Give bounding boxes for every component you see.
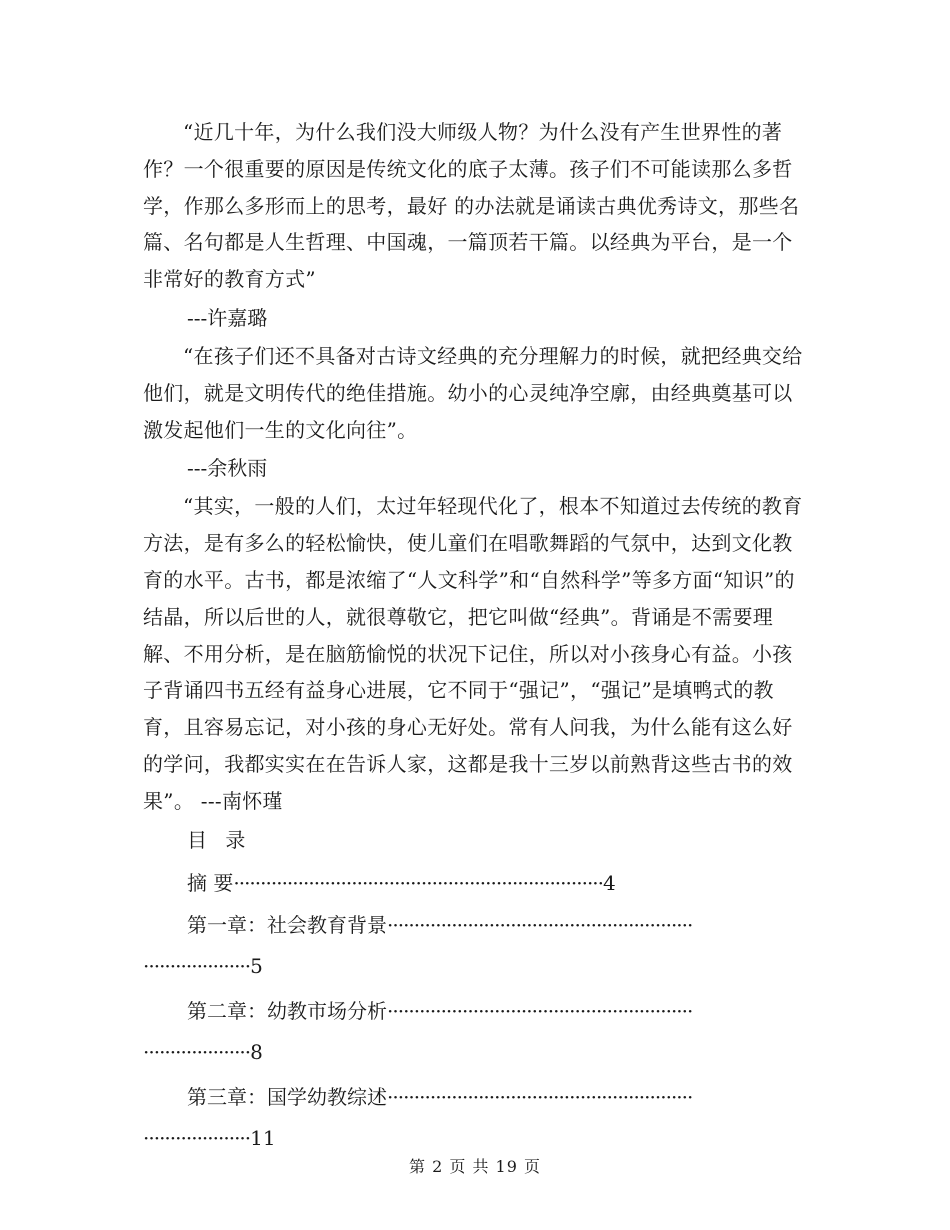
toc-leader: ····································································· — [233, 870, 604, 895]
toc-leader: ························································· — [387, 998, 693, 1023]
toc-page-number: 4 — [603, 870, 616, 895]
toc-leader: ························································· — [387, 1084, 693, 1109]
toc-entry[interactable] — [143, 862, 807, 904]
page-body — [143, 114, 807, 1162]
toc-leader: ···················· — [143, 1039, 251, 1064]
toc-page-number: 11 — [250, 1125, 276, 1150]
toc-entry[interactable] — [143, 904, 807, 986]
toc-title: 目 录 — [187, 827, 252, 852]
toc-page-number: 8 — [250, 1039, 263, 1064]
toc-leader: ························································· — [387, 912, 693, 937]
toc-page-number: 5 — [250, 953, 263, 978]
toc-entry[interactable] — [143, 1076, 807, 1158]
quote-author: ---余秋雨 — [187, 456, 268, 481]
page-footer: 第 2 页 共 19 页 — [409, 1157, 541, 1176]
quote-paragraph: “近几十年，为什么我们没大师级人物？为什么没有产生世界性的著作？一个很重要的原因是传统文化的底子太薄。孩子们不可能读那么多哲学，作那么多形而上的思考，最好 的办法就是诵读古典优秀诗文，那些名篇、名句都是人生哲理、中国魂，一篇顶若干篇。以经典为平台，是一个非常好的教育方式” — [143, 120, 800, 292]
toc-entry-label: 第一章：社会教育背景 — [187, 912, 387, 937]
quote-paragraph: “其实，一般的人们，太过年轻现代化了，根本不知道过去传统的教育方法，是有多么的轻松愉快，使儿童们在唱歌舞蹈的气氛中，达到文化教育的水平。古书，都是浓缩了“人文科学”和“自然科学”等多方面“知识”的结晶，所以后世的人，就很尊敬它，把它叫做“经典”。背诵是不需要理解、不用分析，是在脑筋愉悦的状况下记住，所以对小孩身心有益。小孩子背诵四书五经有益身心进展，它不同于“强记”，“强记”是填鸭式的教育，且容易忘记，对小孩的身心无好处。常有人问我，为什么能有这么好的学问，我都实实在在告诉人家，这都是我十三岁以前熟背这些古书的效果”。 ---南怀瑾 — [143, 494, 803, 813]
quote-author: ---许嘉璐 — [187, 305, 268, 330]
quote-paragraph: “在孩子们还不具备对古诗文经典的充分理解力的时候，就把经典交给他们，就是文明传代的绝佳措施。幼小的心灵纯净空廓，由经典奠基可以激发起他们一生的文化向往”。 — [143, 343, 803, 442]
toc-leader: ···················· — [143, 1125, 251, 1150]
toc-entry-label: 第三章：国学幼教综述 — [187, 1084, 387, 1109]
toc-leader: ···················· — [143, 953, 251, 978]
toc-entry-label: 第二章：幼教市场分析 — [187, 998, 387, 1023]
toc-entry[interactable] — [143, 990, 807, 1072]
toc-entry-label: 摘 要 — [187, 870, 234, 895]
